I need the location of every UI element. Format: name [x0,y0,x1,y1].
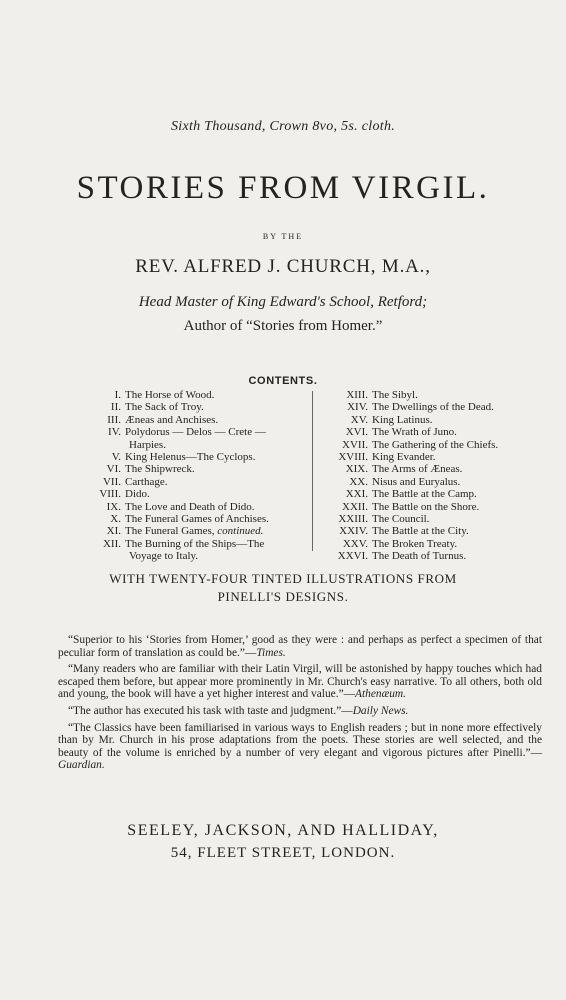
chapter-number: XIV. [347,401,368,414]
illustrations-line-1: WITH TWENTY-FOUR TINTED ILLUSTRATIONS FROM [109,571,457,586]
chapter-number: XXIII. [338,513,368,526]
review-source: Athenæum. [355,688,406,701]
chapter-number: II. [110,401,121,414]
chapter-title: The Dwellings of the Dead. [372,401,494,414]
chapter-number: XVIII. [338,451,368,464]
chapter-title: King Helenus—The Cyclops. [125,451,256,464]
chapter-title: The Horse of Wood. [125,389,215,401]
contents-entry [317,401,537,413]
chapter-title: The Funeral Games, continued. [125,525,264,538]
chapter-title: The Wrath of Juno. [372,426,457,439]
chapter-number: X. [110,513,121,526]
contents-entry [317,550,537,562]
contents-entry [82,463,310,475]
contents-entry [82,451,310,463]
contents-entry [317,451,537,463]
review-quote: “Many readers who are familiar with their Latin Virgil, will be astonished by happy touches which had escaped them before, but appear more prominently in Mr. Church's easy narrative. To all others, both old and young, the book will have a yet higher interest and value.”—Athenæum. [58,663,542,701]
chapter-title: King Evander. [372,451,436,464]
chapter-number: XVII. [342,438,368,451]
review-quote: “Superior to his ‘Stories from Homer,’ good as they were : and perhaps as perfect a specimen of that peculiar form of translation as could be.”—Times. [58,634,542,659]
author-other-work: Author of “Stories from Homer.” [183,318,383,334]
contents-entry [317,414,537,426]
chapter-number: XXVI. [337,550,368,563]
chapter-title: Æneas and Anchises. [125,413,219,426]
illustrations-note [0,570,566,606]
chapter-title: The Broken Treaty. [372,537,458,550]
chapter-number: VI. [106,463,121,476]
author-position: Head Master of King Edward's School, Retford; [138,294,428,310]
chapter-title: The Burning of the Ships—The [125,537,265,550]
contents-entry [82,538,310,550]
chapter-number: XIX. [345,463,368,476]
contents-entry [82,401,310,413]
contents-entry [317,488,537,500]
chapter-number: VIII. [99,488,121,501]
publisher-address: 54, FLEET STREET, LONDON. [170,845,396,861]
chapter-number: VII. [102,475,121,488]
contents-heading: CONTENTS. [248,375,318,387]
chapter-number: V. [111,451,121,464]
publisher-name: SEELEY, JACKSON, AND HALLIDAY, [127,822,439,839]
contents-column-left [82,389,310,563]
chapter-title: The Battle at the Camp. [372,488,477,501]
contents-entry [317,439,537,451]
contents-entry [317,426,537,438]
chapter-title: The Sack of Troy. [125,401,204,414]
chapter-number: XXV. [342,537,368,550]
review-quote: “The author has executed his task with taste and judgment.”—Daily News. [68,704,409,717]
chapter-title: The Shipwreck. [125,463,195,476]
chapter-title: The Council. [372,513,430,526]
contents-entry [317,463,537,475]
press-reviews [58,634,542,776]
chapter-number: XVI. [345,426,368,439]
contents-entry [82,414,310,426]
review-source: Guardian. [58,759,105,772]
contents-entry [317,501,537,513]
chapter-number: XXII. [342,500,368,513]
chapter-number: XX. [349,475,368,488]
chapter-title: Dido. [125,488,150,501]
contents-entry [317,525,537,537]
review-source: Daily News. [352,704,409,717]
illustrations-line-2: PINELLI'S DESIGNS. [217,589,349,604]
contents-divider [312,391,313,551]
chapter-number: XII. [102,537,121,550]
chapter-number: XXI. [345,488,368,501]
chapter-number: XI. [106,525,121,538]
chapter-number: XXIV. [339,525,368,538]
chapter-title-continuation: Voyage to Italy. [129,550,199,563]
chapter-title: Nisus and Euryalus. [372,475,461,488]
contents-entry [317,538,537,550]
chapter-number: III. [107,413,121,426]
contents-entry [82,476,310,488]
author-name: REV. ALFRED J. CHURCH, M.A., [135,256,431,277]
chapter-title: The Battle on the Shore. [372,500,480,513]
chapter-title: The Funeral Games of Anchises. [125,513,269,526]
chapter-number: XV. [350,413,368,426]
chapter-number: IV. [108,426,121,439]
chapter-title: Carthage. [125,475,168,488]
chapter-title: The Death of Turnus. [372,550,467,563]
chapter-title-italic: continued. [217,525,264,538]
chapter-title: The Gathering of the Chiefs. [372,438,499,451]
contents-entry [317,513,537,525]
contents-entry [82,525,310,537]
chapter-title-continuation: Harpies. [129,438,166,451]
by-line: BY THE [262,232,304,241]
contents-entry [317,389,537,401]
edition-note: Sixth Thousand, Crown 8vo, 5s. cloth. [170,119,396,134]
contents-entry [317,476,537,488]
chapter-number: I. [114,389,121,401]
chapter-title: The Love and Death of Dido. [125,500,255,513]
book-title: STORIES FROM VIRGIL. [76,170,490,206]
chapter-title: The Battle at the City. [372,525,469,538]
chapter-title: The Sibyl. [372,389,418,401]
review-source: Times. [256,646,286,659]
chapter-title: King Latinus. [372,413,433,426]
contents-entry [82,426,310,438]
contents-column-right [317,389,537,563]
contents-entry [82,488,310,500]
chapter-number: IX. [106,500,121,513]
chapter-title: Polydorus — Delos — Crete — [125,426,266,439]
contents-entry [82,501,310,513]
chapter-title: The Arms of Æneas. [372,463,463,476]
contents-entry [82,513,310,525]
chapter-number: XIII. [346,389,368,401]
review-quote: “The Classics have been familiarised in various ways to English readers ; but in none more effectively than by Mr. Church in his prose adaptations from the poets. These stories are well selected, and the beauty of the volume is enriched by a number of very elegant and vigorous pictures after Pinelli.”—Guardian. [58,721,542,772]
contents-entry [82,389,310,401]
